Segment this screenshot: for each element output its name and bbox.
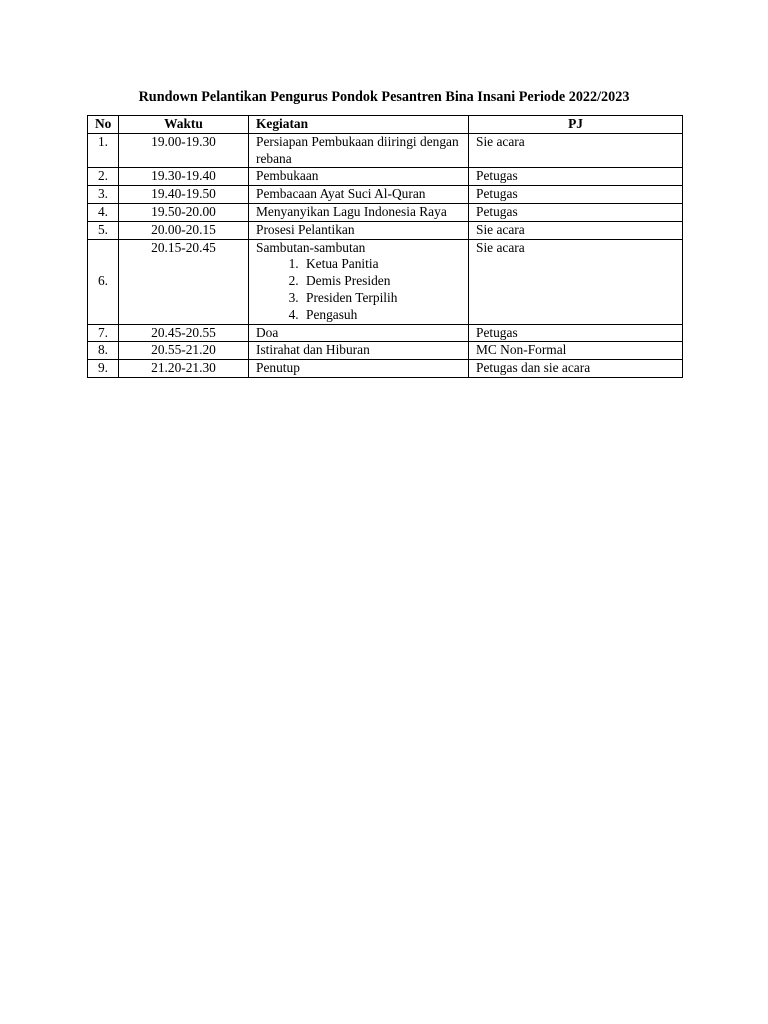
- sambutan-list: [256, 256, 461, 323]
- row-kegiatan: Persiapan Pembukaan diiringi dengan rebana: [249, 133, 469, 168]
- table-header-row: [88, 116, 683, 134]
- row-waktu: 20.15-20.45: [119, 239, 249, 324]
- table-row: [88, 221, 683, 239]
- kegiatan-heading: Sambutan-sambutan: [256, 239, 366, 255]
- row-no: 8.: [88, 342, 119, 360]
- document-title: Rundown Pelantikan Pengurus Pondok Pesantren Bina Insani Periode 2022/2023: [138, 89, 630, 105]
- table-row: [88, 168, 683, 186]
- row-kegiatan: Pembacaan Ayat Suci Al-Quran: [249, 186, 469, 204]
- header-kegiatan: Kegiatan: [249, 116, 469, 134]
- row-pj: Petugas: [469, 168, 683, 186]
- row-kegiatan: Doa: [249, 324, 469, 342]
- row-kegiatan: Pembukaan: [249, 168, 469, 186]
- row-no: 2.: [88, 168, 119, 186]
- row-waktu: 19.30-19.40: [119, 168, 249, 186]
- row-pj: MC Non-Formal: [469, 342, 683, 360]
- row-kegiatan: Penutup: [249, 360, 469, 378]
- row-waktu: 20.45-20.55: [119, 324, 249, 342]
- row-kegiatan: [249, 239, 469, 324]
- list-item: 3. Presiden Terpilih: [302, 290, 461, 307]
- list-item: 4. Pengasuh: [302, 307, 461, 324]
- row-no: 3.: [88, 186, 119, 204]
- header-waktu: Waktu: [119, 116, 249, 134]
- row-kegiatan: Prosesi Pelantikan: [249, 221, 469, 239]
- header-pj: PJ: [469, 116, 683, 134]
- row-waktu: 20.00-20.15: [119, 221, 249, 239]
- row-pj: Petugas dan sie acara: [469, 360, 683, 378]
- table-row: [88, 324, 683, 342]
- row-waktu: 20.55-21.20: [119, 342, 249, 360]
- table-row: [88, 342, 683, 360]
- row-pj: Petugas: [469, 203, 683, 221]
- row-pj: Sie acara: [469, 239, 683, 324]
- table-row: [88, 239, 683, 324]
- row-no: 7.: [88, 324, 119, 342]
- row-no: 5.: [88, 221, 119, 239]
- row-waktu: 19.40-19.50: [119, 186, 249, 204]
- rundown-table: [87, 115, 683, 378]
- row-kegiatan: Istirahat dan Hiburan: [249, 342, 469, 360]
- row-pj: Petugas: [469, 186, 683, 204]
- row-no: 6.: [88, 239, 119, 324]
- row-pj: Petugas: [469, 324, 683, 342]
- table-row: [88, 203, 683, 221]
- header-no: No: [88, 116, 119, 134]
- list-item: 2. Demis Presiden: [302, 273, 461, 290]
- list-item: 1. Ketua Panitia: [302, 256, 461, 273]
- row-no: 1.: [88, 133, 119, 168]
- table-row: [88, 186, 683, 204]
- row-pj: Sie acara: [469, 221, 683, 239]
- row-no: 4.: [88, 203, 119, 221]
- table-row: [88, 360, 683, 378]
- row-kegiatan: Menyanyikan Lagu Indonesia Raya: [249, 203, 469, 221]
- table-row: [88, 133, 683, 168]
- row-waktu: 21.20-21.30: [119, 360, 249, 378]
- row-waktu: 19.00-19.30: [119, 133, 249, 168]
- row-waktu: 19.50-20.00: [119, 203, 249, 221]
- row-pj: Sie acara: [469, 133, 683, 168]
- row-no: 9.: [88, 360, 119, 378]
